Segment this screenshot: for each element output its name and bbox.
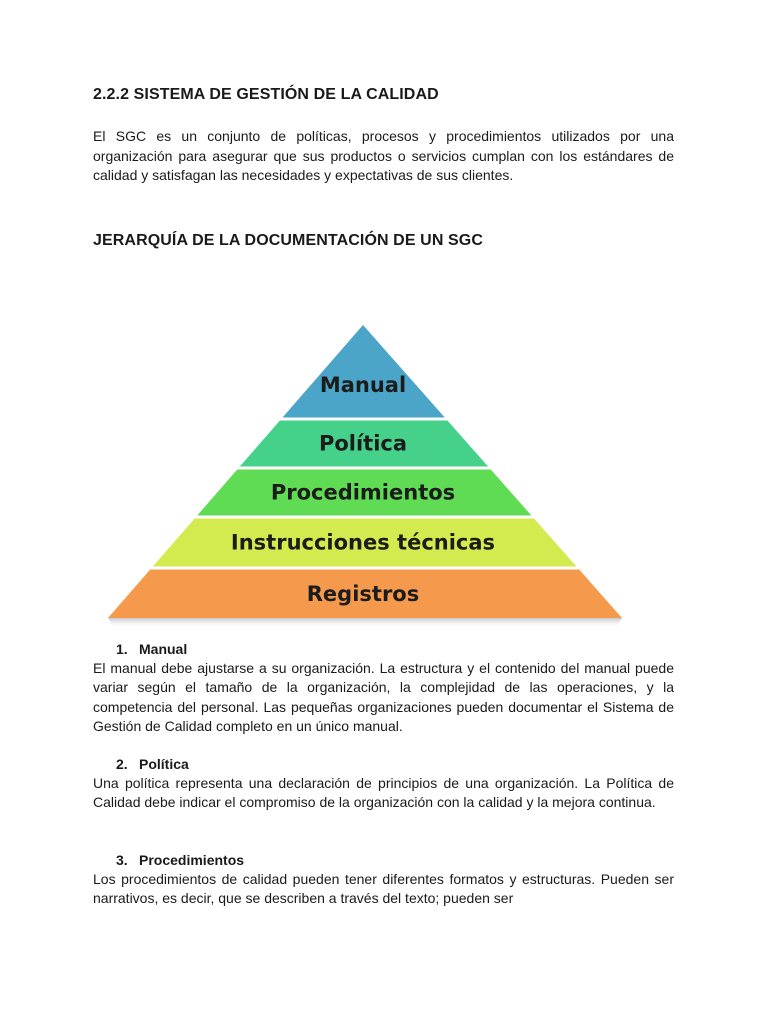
pyramid-shadow [108, 618, 622, 628]
pyramid-label-procedimientos: Procedimientos [270, 480, 456, 505]
pyramid-label-registros: Registros [306, 581, 420, 606]
item-title-label: Procedimientos [139, 852, 245, 868]
pyramid-label-politica: Política [318, 431, 408, 456]
item-title-procedimientos [116, 852, 244, 868]
pyramid-label-manual: Manual [319, 373, 407, 397]
item-body-manual: El manual debe ajustarse a su organización. La estructura y el contenido del manual puede variar según el tamaño de la organización, la complejidad de las operaciones, y la competencia del personal. Las pequeñas organizaciones pueden documentar el Sistema de Gestión de Calidad completo en un único manual. [93, 660, 674, 735]
item-title-politica [116, 756, 189, 772]
item-number: 1. [116, 641, 128, 657]
pyramid-label-instrucciones-tecnicas: Instrucciones técnicas [230, 530, 496, 555]
intro-paragraph: El SGC es un conjunto de políticas, procesos y procedimientos utilizados por una organización para asegurar que sus productos o servicios cumplan con los estándares de calidad y satisfagan las necesidades y expectativas de sus clientes. [93, 128, 674, 183]
item-title-label: Política [139, 756, 189, 772]
pyramid-level-manual [282, 325, 444, 418]
item-body-procedimientos: Los procedimientos de calidad pueden tener diferentes formatos y estructuras. Pueden ser narrativos, es decir, que se describen a través del texto; pueden ser [93, 871, 674, 907]
item-number: 3. [116, 852, 128, 868]
item-body-politica: Una política representa una declaración de principios de una organización. La Política de Calidad debe indicar el compromiso de la organización con la calidad y la mejora continua. [93, 775, 674, 811]
hierarchy-title: JERARQUÍA DE LA DOCUMENTACIÓN DE UN SGC [93, 232, 483, 249]
item-title-label: Manual [139, 641, 188, 657]
section-title: 2.2.2 SISTEMA DE GESTIÓN DE LA CALIDAD [93, 86, 439, 103]
item-number: 2. [116, 756, 128, 772]
item-title-manual [116, 641, 187, 657]
documentation-pyramid [100, 318, 630, 630]
